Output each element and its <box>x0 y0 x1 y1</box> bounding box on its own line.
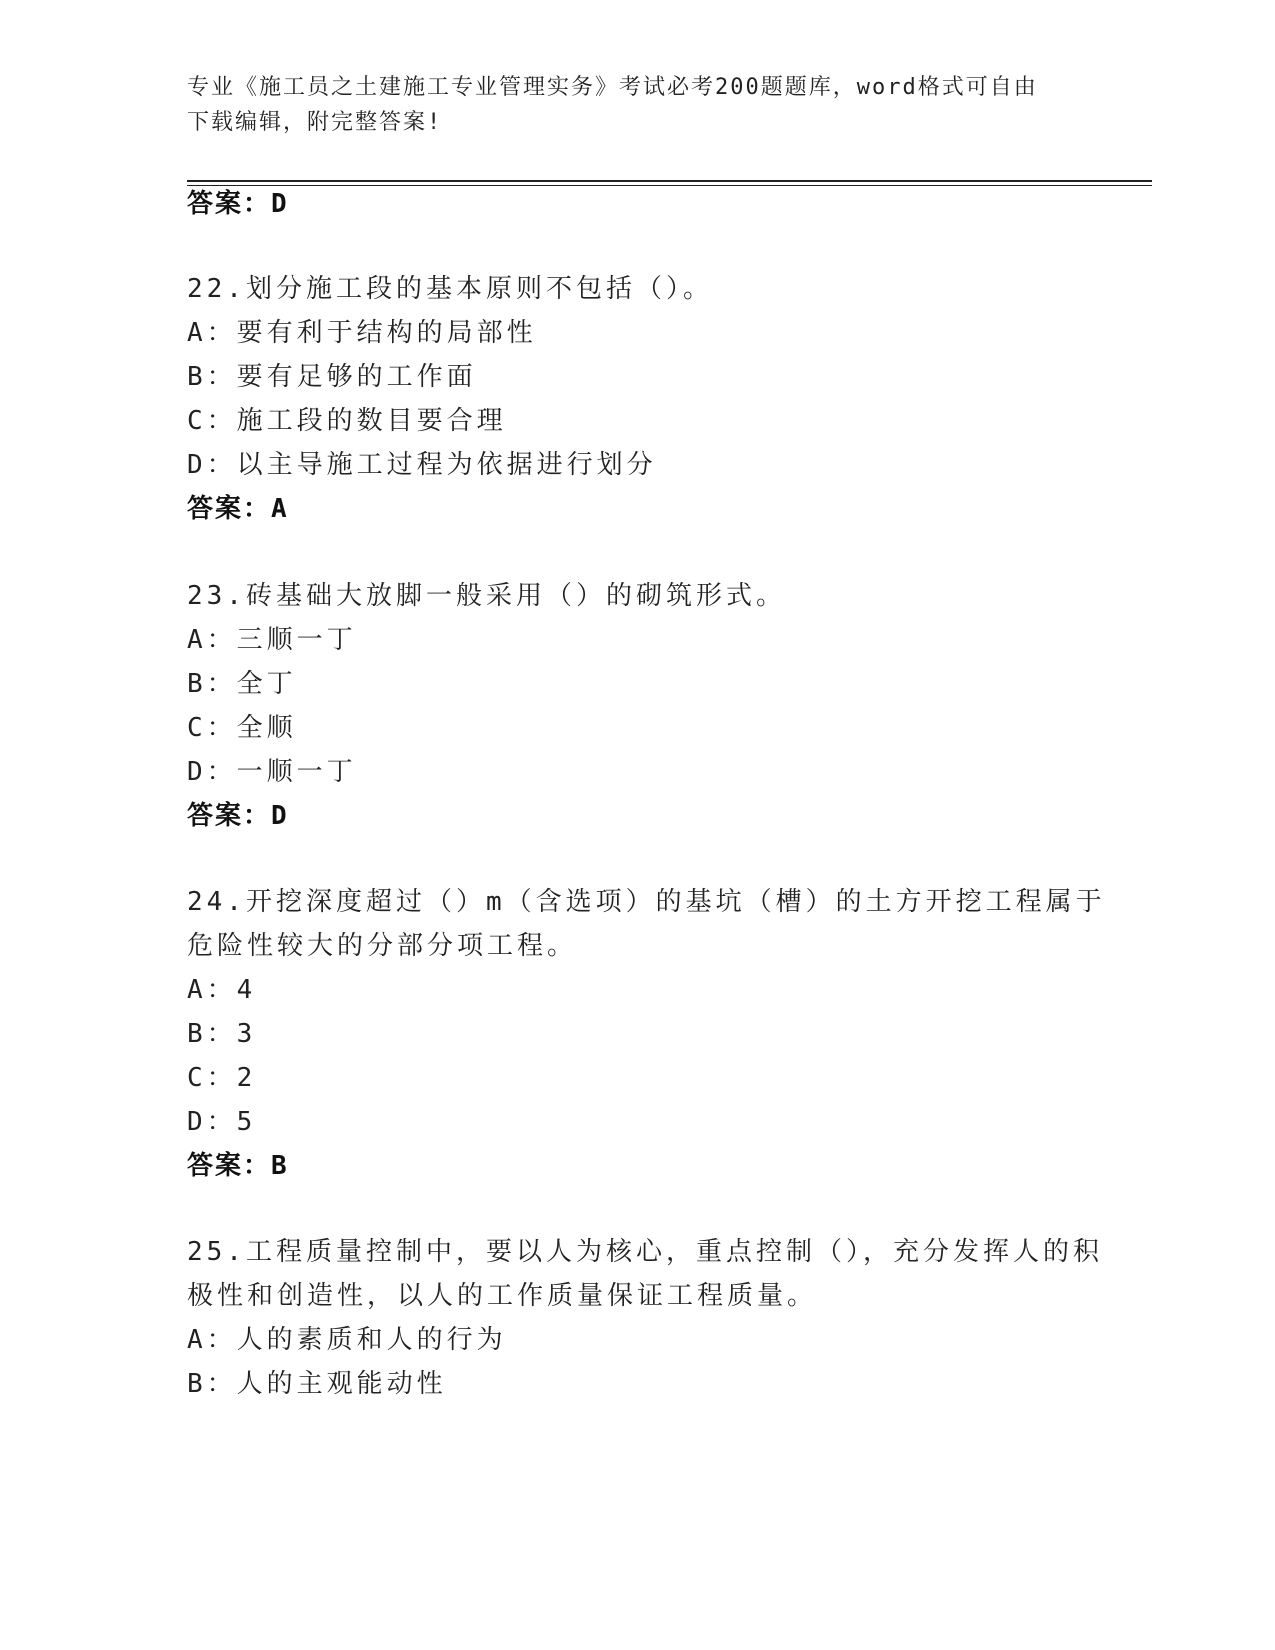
header-divider-thick <box>187 180 1152 182</box>
question-22-option-a: A：要有利于结构的局部性 <box>187 318 537 348</box>
question-24-option-c: C：2 <box>187 1063 257 1093</box>
question-25-stem-line-2: 极性和创造性，以人的工作质量保证工程质量。 <box>187 1281 818 1311</box>
question-25-stem-line-1: 25.工程质量控制中，要以人为核心，重点控制（），充分发挥人的积 <box>187 1237 1103 1267</box>
question-24-option-a: A：4 <box>187 975 257 1005</box>
header-divider-thin <box>187 185 1152 186</box>
answer-22: 答案：A <box>187 494 289 524</box>
header-line-1: 专业《施工员之土建施工专业管理实务》考试必考200题题库，word格式可自由 <box>187 75 1038 100</box>
answer-23: 答案：D <box>187 801 289 831</box>
question-22-option-c: C：施工段的数目要合理 <box>187 406 507 436</box>
question-23-option-a: A：三顺一丁 <box>187 625 357 655</box>
question-23-option-c: C：全顺 <box>187 713 297 743</box>
question-23-option-b: B：全丁 <box>187 669 297 699</box>
question-25-option-a: A：人的素质和人的行为 <box>187 1325 507 1355</box>
answer-21: 答案：D <box>187 189 289 219</box>
page-header <box>187 70 1067 140</box>
question-25-option-b: B：人的主观能动性 <box>187 1369 447 1399</box>
question-24-option-d: D：5 <box>187 1107 257 1137</box>
header-line-2: 下载编辑，附完整答案! <box>187 110 443 135</box>
question-23-option-d: D：一顺一丁 <box>187 757 357 787</box>
question-23-stem: 23.砖基础大放脚一般采用（）的砌筑形式。 <box>187 581 786 611</box>
question-24-option-b: B：3 <box>187 1019 257 1049</box>
answer-24: 答案：B <box>187 1151 289 1181</box>
question-22-option-d: D：以主导施工过程为依据进行划分 <box>187 450 657 480</box>
question-24-stem-line-2: 危险性较大的分部分项工程。 <box>187 931 578 961</box>
question-22-stem: 22.划分施工段的基本原则不包括（）。 <box>187 274 713 304</box>
question-24-stem-line-1: 24.开挖深度超过（）m（含选项）的基坑（槽）的土方开挖工程属于 <box>187 887 1106 917</box>
question-22-option-b: B：要有足够的工作面 <box>187 362 477 392</box>
